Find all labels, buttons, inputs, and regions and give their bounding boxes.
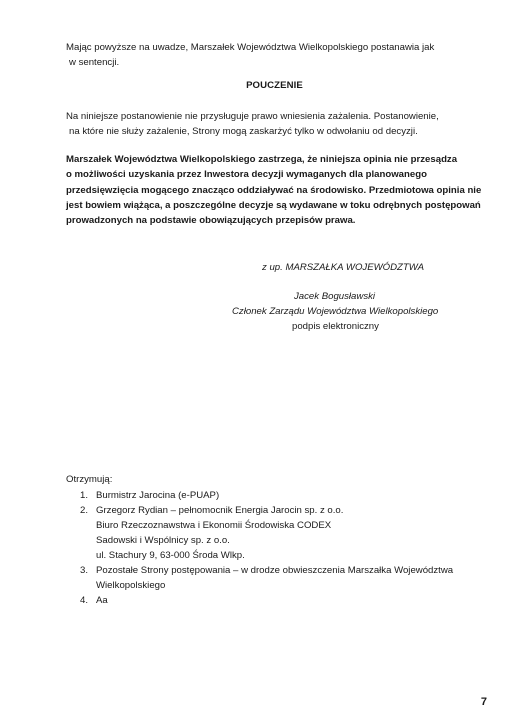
reservation-line: prowadzonych na podstawie obowiązujących przepisów prawa. xyxy=(66,215,356,227)
recipients-list xyxy=(66,472,486,608)
reservation-line: przedsięwzięcia mogącego znacząco oddziaływać na środowisko. Przedmiotowa opinia nie xyxy=(66,184,482,196)
list-item xyxy=(66,488,486,503)
list-item-number: 1. xyxy=(79,490,88,501)
intro-paragraph xyxy=(66,40,466,70)
list-item-text: Wielkopolskiego xyxy=(96,580,166,591)
list-item-text: ul. Stachury 9, 63-000 Środa Wlkp. xyxy=(96,550,245,561)
pouczenie-line: na które nie służy zażalenie, Strony mogą zaskarżyć tylko w odwołaniu od decyzji. xyxy=(69,126,418,137)
pouczenie-line: Na niniejsze postanowienie nie przysługuje prawo wniesienia zażalenia. Postanowienie, xyxy=(66,111,439,122)
pouczenie-paragraph xyxy=(66,109,466,139)
signature-name: Jacek Bogusławski xyxy=(294,291,376,302)
pouczenie-title: POUCZENIE xyxy=(246,80,303,91)
signature-note: podpis elektroniczny xyxy=(292,321,379,332)
recipients-header: Otrzymują: xyxy=(66,474,113,485)
list-item-text: Biuro Rzeczoznawstwa i Ekonomii Środowiska CODEX xyxy=(96,520,332,531)
signature-on-behalf: z up. MARSZAŁKA WOJEWÓDZTWA xyxy=(262,262,425,273)
list-item xyxy=(66,593,486,608)
reservation-paragraph xyxy=(66,152,482,228)
page-number: 7 xyxy=(480,696,487,708)
reservation-line: Marszałek Województwa Wielkopolskiego zastrzega, że niniejsza opinia nie przesądza xyxy=(66,154,458,165)
list-item xyxy=(66,563,486,593)
list-item xyxy=(66,503,486,563)
list-item-text: Burmistrz Jarocina (e-PUAP) xyxy=(96,490,220,501)
reservation-line: o możliwości uzyskania przez Inwestora decyzji wymaganych dla planowanego xyxy=(66,169,427,181)
list-item-text: Pozostałe Strony postępowania – w drodze obwieszczenia Marszałka Województwa xyxy=(96,565,454,576)
list-item-number: 2. xyxy=(79,505,88,516)
list-item-text: Sadowski i Wspólnicy sp. z o.o. xyxy=(96,535,230,546)
intro-line: Mając powyższe na uwadze, Marszałek Województwa Wielkopolskiego postanawia jak xyxy=(66,42,435,53)
list-item-number: 3. xyxy=(79,565,88,576)
list-item-text: Grzegorz Rydian – pełnomocnik Energia Jarocin sp. z o.o. xyxy=(96,505,344,516)
signature-position: Członek Zarządu Województwa Wielkopolskiego xyxy=(232,306,439,317)
list-item-number: 4. xyxy=(79,595,88,606)
reservation-line: jest bowiem wiążąca, a poszczególne decyzje są wydawane w toku odrębnych postępowań xyxy=(66,199,481,211)
list-item-text: Aa xyxy=(96,595,108,606)
intro-line: w sentencji. xyxy=(69,57,120,68)
